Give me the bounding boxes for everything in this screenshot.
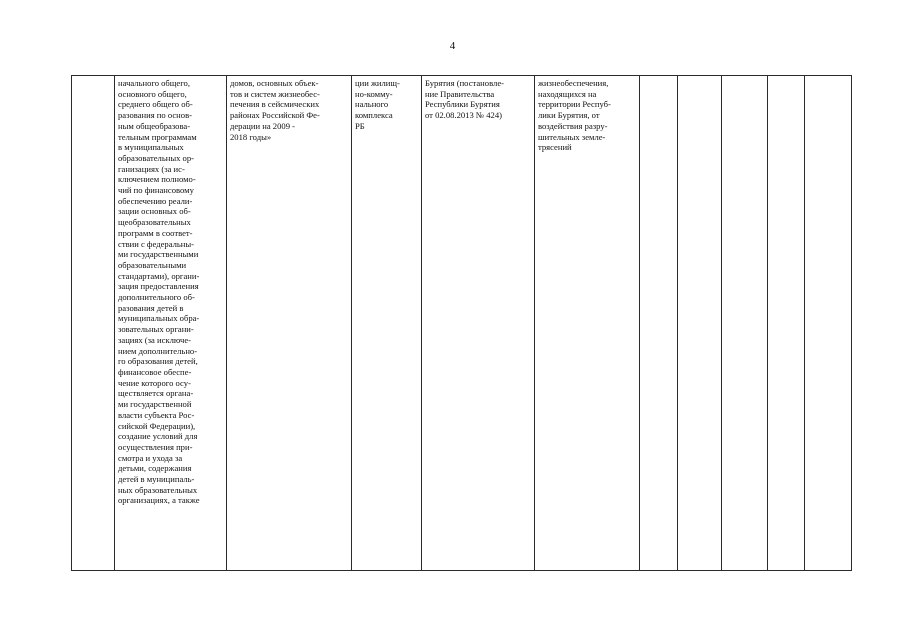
table-cell-authority-description bbox=[115, 76, 227, 571]
table-cell-empty bbox=[805, 76, 852, 571]
table-cell-empty bbox=[678, 76, 722, 571]
cell-text: жизнеобеспечения, находящихся на территории Респуб- лики Бурятия, от воздействия разру- шительных земле- трясений bbox=[538, 78, 611, 153]
table-cell-goal bbox=[535, 76, 640, 571]
table-cell-empty bbox=[768, 76, 805, 571]
table-cell-empty bbox=[722, 76, 768, 571]
cell-text: начального общего, основного общего, среднего общего об- разования по основ- ным общеобразова- тельным программам в муниципальных образовательных ор- ганизациях (за ис- ключением полномо- чий по финансовому обеспечению реали- зации основных об- щеобразовательных программ в соответ- ствии с федеральны- ми государственными образовательными стандартами), органи- зация предоставления дополнительного об- разования детей в муниципальных обра- зовательных органи- зациях (за исключе- нием дополнительно- го образования детей, финансовое обеспе- чение которого осу- ществляется органа- ми государственной власти субъекта Рос- сийской Федерации), создание условий для осуществления при- смотра и ухода за детьми, содержания детей в муниципаль- ных образовательных организациях, а также bbox=[118, 78, 200, 506]
table-row bbox=[72, 76, 852, 571]
table-cell-number bbox=[72, 76, 115, 571]
table-cell-responsible bbox=[352, 76, 422, 571]
table-cell-empty bbox=[640, 76, 678, 571]
cell-text: домов, основных объек- тов и систем жизнеобес- печения в сейсмических районах Российской Фе- дерации на 2009 - 2018 годы» bbox=[230, 78, 320, 142]
page-number: 4 bbox=[449, 40, 456, 52]
cell-text: Бурятия (постановле- ние Правительства Республики Бурятия от 02.08.2013 № 424) bbox=[425, 78, 504, 121]
table-cell-program bbox=[227, 76, 352, 571]
document-table bbox=[71, 75, 852, 571]
cell-text: ции жилищ- но-комму- нального комплекса РБ bbox=[355, 78, 400, 131]
table-cell-legal-basis bbox=[422, 76, 535, 571]
